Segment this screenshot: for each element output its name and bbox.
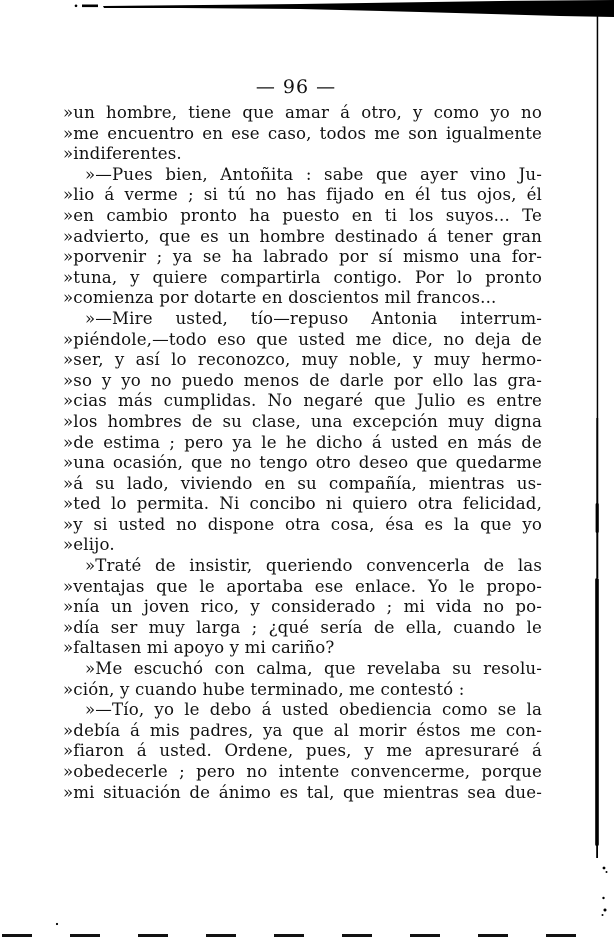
- scan-artifact-speckle: [606, 871, 608, 873]
- text-line: »debía á mis padres, ya que al morir éstos me con-: [63, 720, 542, 740]
- scan-artifact-dot: [56, 923, 58, 925]
- scan-artifact-right-line-taper: [596, 846, 598, 858]
- text-line: »—Tío, yo le debo á usted obediencia como se la: [85, 700, 542, 720]
- text-line: »indiferentes.: [63, 144, 182, 164]
- page-number: — 96 —: [255, 76, 337, 98]
- text-line: »piéndole,—todo eso que usted me dice, no deja de: [63, 329, 542, 349]
- scan-artifact-bottom-dashes: [2, 934, 602, 937]
- text-line: »tuna, y quiere compartirla contigo. Por lo pronto: [63, 267, 542, 287]
- text-line: »—Pues bien, Antoñita : sabe que ayer vino Ju-: [85, 164, 542, 184]
- text-line: »lio á verme ; si tú no has fijado en él tus ojos, él: [63, 185, 542, 205]
- text-line: »advierto, que es un hombre destinado á tener gran: [63, 226, 542, 246]
- text-line: »comienza por dotarte en doscientos mil francos...: [63, 288, 497, 308]
- text-line: »me encuentro en ese caso, todos me son igualmente: [63, 123, 542, 143]
- scan-artifact-right-line: [596, 418, 598, 578]
- text-line: »en cambio pronto ha puesto en ti los suyos... Te: [63, 205, 542, 225]
- text-line: »ventajas que le aportaba ese enlace. Yo le propo-: [63, 576, 542, 596]
- scan-artifact-speckle: [602, 914, 604, 916]
- text-line: »obedecerle ; pero no intente convencerme, porque: [63, 762, 542, 781]
- text-line: »ted lo permita. Ni concibo ni quiero otra felicidad,: [63, 494, 542, 514]
- text-line: »y si usted no dispone otra cosa, ésa es la que yo: [63, 514, 542, 534]
- scan-artifact-speckle: [603, 867, 606, 870]
- scan-artifact-top-edge: [103, 0, 614, 17]
- text-line: »mi situación de ánimo es tal, que mientras sea due-: [63, 782, 542, 802]
- scan-artifact-top-dot: [75, 5, 78, 8]
- text-line: »un hombre, tiene que amar á otro, y como yo no: [63, 103, 542, 122]
- text-line: »de estima ; pero ya le he dicho á usted en más de: [63, 432, 542, 452]
- text-line: »una ocasión, que no tengo otro deseo que quedarme: [63, 453, 542, 473]
- text-line: »día ser muy larga ; ¿qué sería de ella, cuando le: [63, 617, 542, 637]
- text-line: »elijo.: [63, 535, 115, 555]
- scan-artifact-speckle: [604, 909, 607, 912]
- text-line: »porvenir ; ya se ha labrado por sí mismo una for-: [63, 247, 542, 267]
- text-line: »fiaron á usted. Ordene, pues, y me apresuraré á: [63, 741, 542, 761]
- body-text: [63, 103, 542, 803]
- scan-artifact-right-line-thick: [595, 578, 599, 846]
- scan-artifact-top-dash: [82, 5, 98, 8]
- text-line: »nía un joven rico, y considerado ; mi vida no po-: [63, 597, 542, 617]
- text-line: »ser, y así lo reconozco, muy noble, y muy hermo-: [63, 350, 542, 370]
- text-line: »Me escuchó con calma, que revelaba su resolu-: [85, 659, 542, 679]
- text-line: »—Mire usted, tío—repuso Antonia interrum-: [85, 308, 542, 328]
- scan-artifact-right-line: [597, 13, 599, 418]
- page-header: [0, 76, 592, 98]
- text-line: »los hombres de su clase, una excepción muy digna: [63, 411, 542, 431]
- text-line: »faltasen mi apoyo y mi cariño?: [63, 638, 335, 658]
- text-line: »cias más cumplidas. No negaré que Julio es entre: [63, 391, 542, 411]
- text-line: »ción, y cuando hube terminado, me contestó :: [63, 679, 465, 699]
- scan-artifact-speckle: [602, 897, 604, 899]
- text-line: »á su lado, viviendo en su compañía, mientras us-: [63, 473, 542, 493]
- scan-artifact-right-blob: [596, 503, 599, 533]
- text-line: »so y yo no puedo menos de darle por ello las gra-: [63, 370, 542, 390]
- text-line: »Traté de insistir, queriendo convencerla de las: [85, 556, 542, 576]
